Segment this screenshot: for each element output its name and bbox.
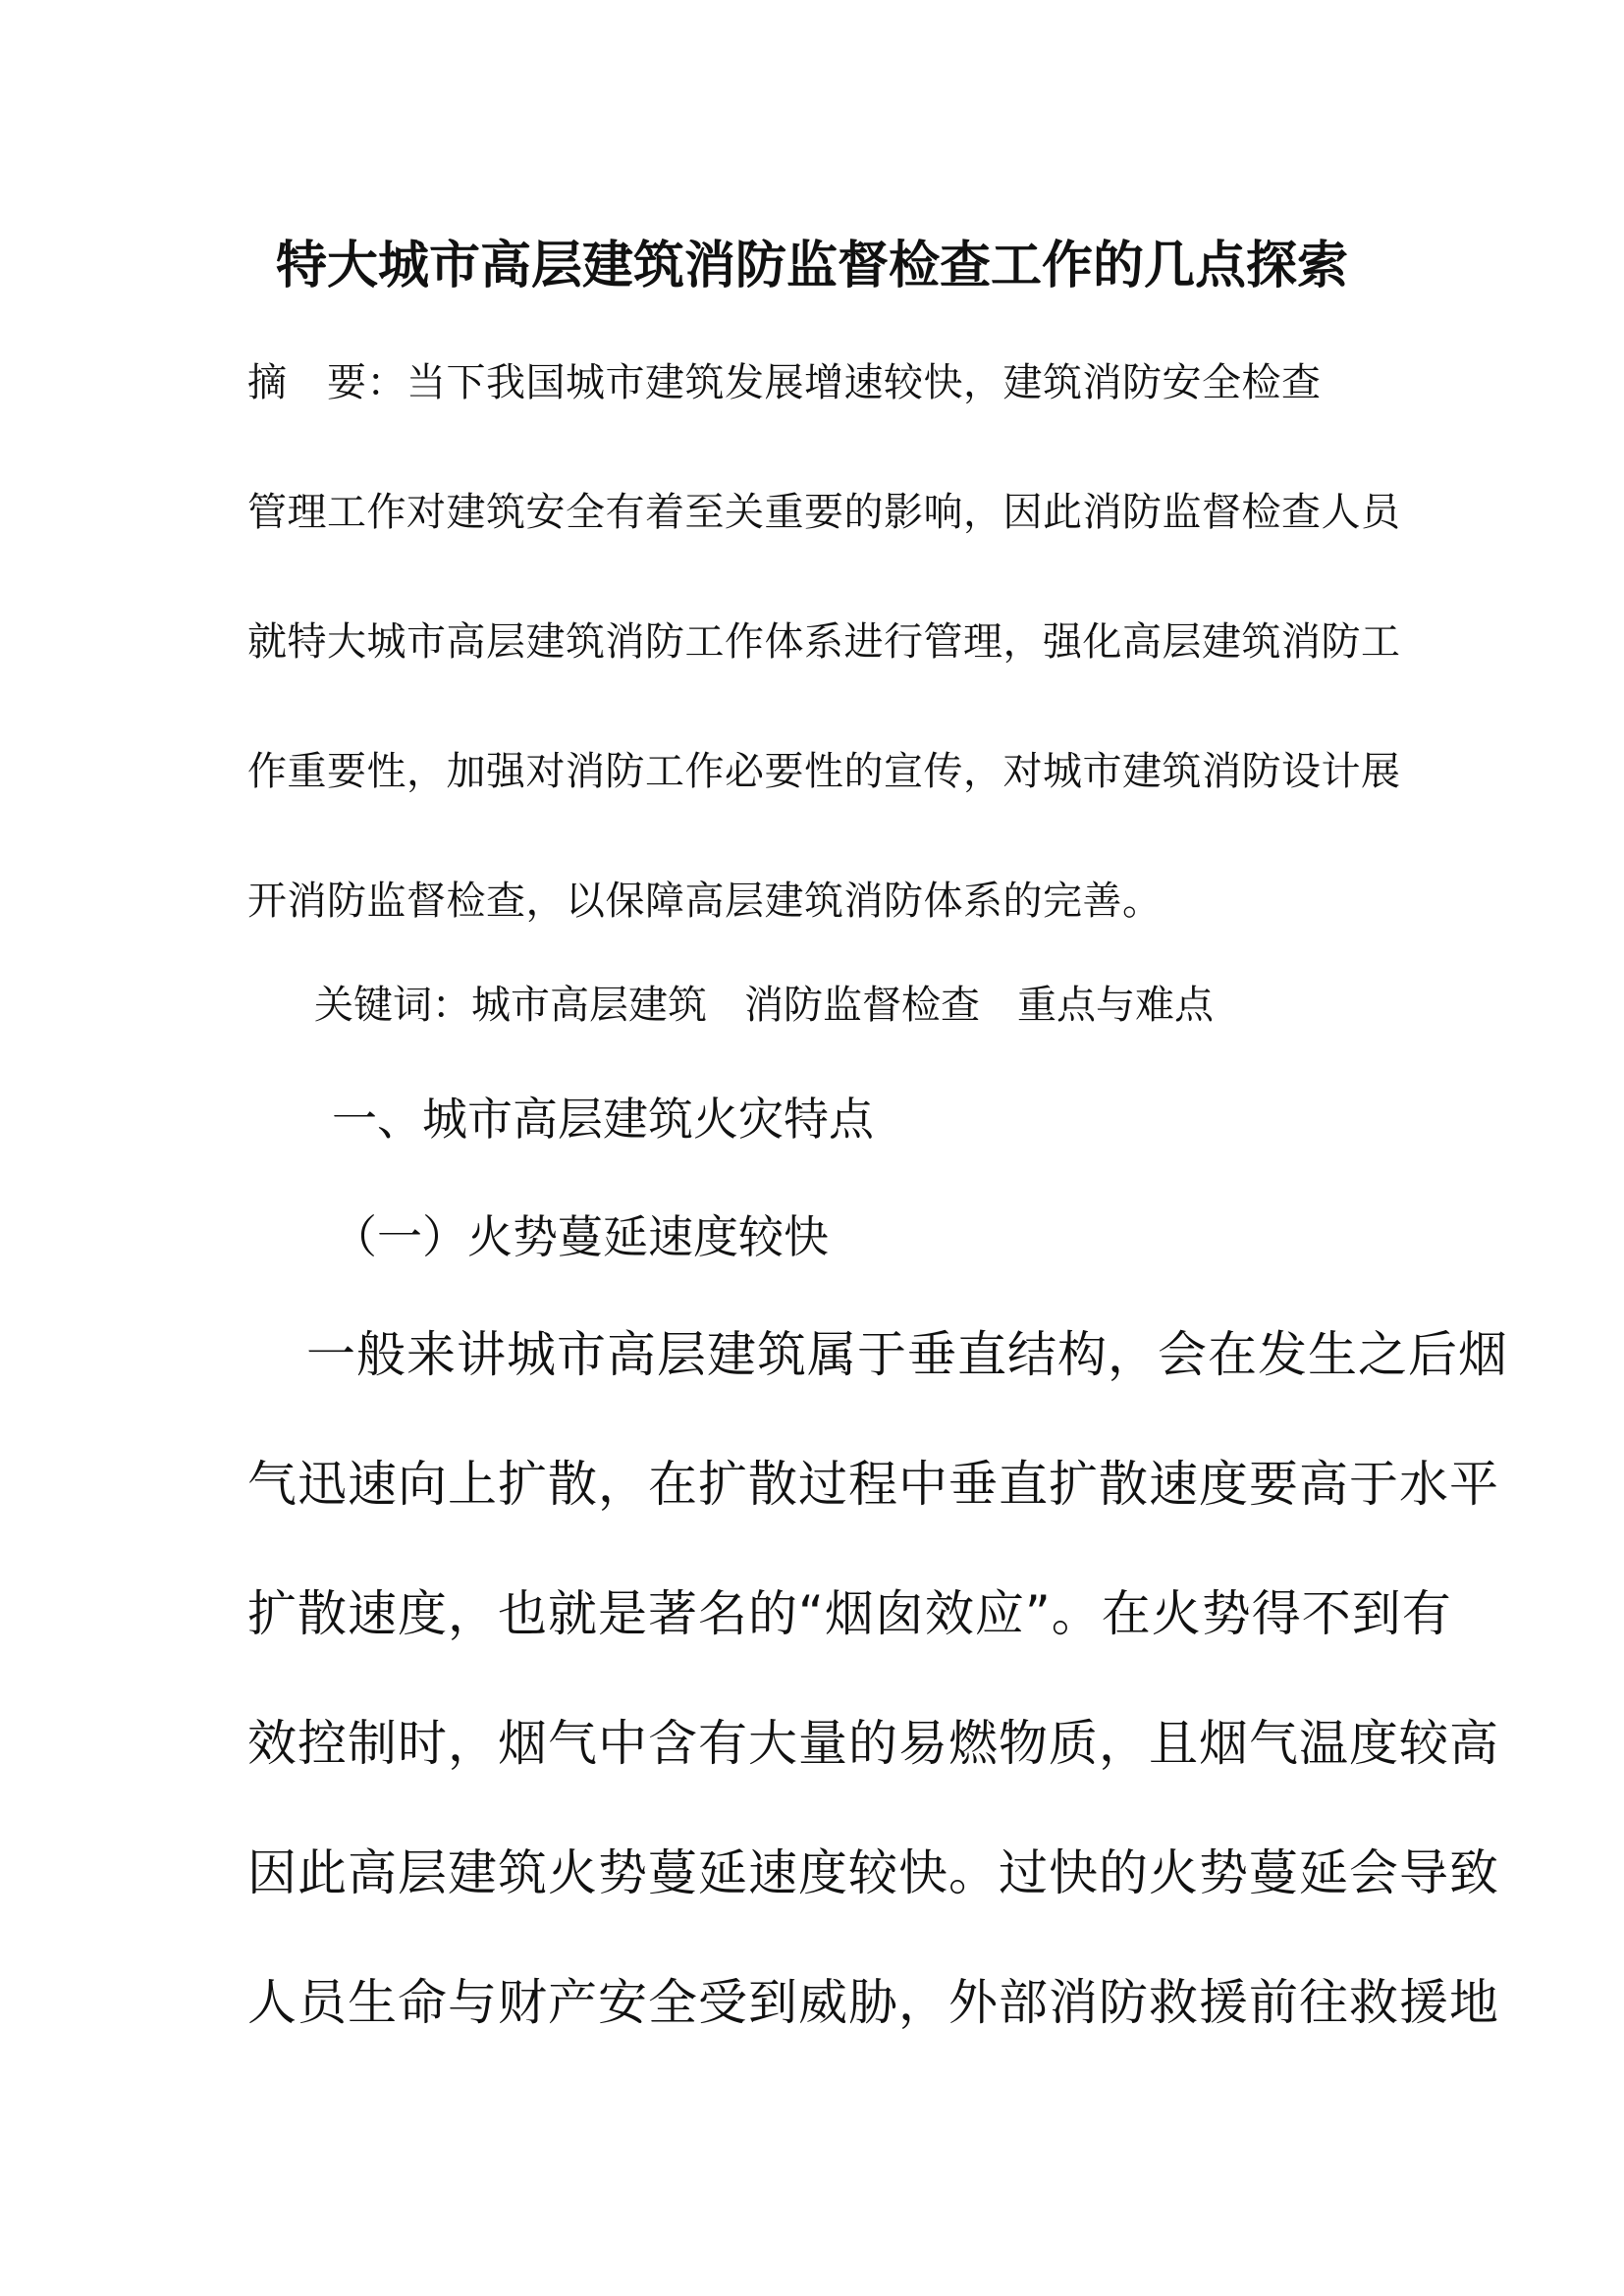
keyword-item: 城市高层建筑 — [471, 983, 707, 1028]
abstract-line: 作重要性，加强对消防工作必要性的宣传，对城市建筑消防设计展 — [247, 749, 1401, 794]
body-line: 人员生命与财产安全受到威胁，外部消防救援前往救援地 — [247, 1974, 1499, 2031]
abstract-line: 管理工作对建筑安全有着至关重要的影响，因此消防监督检查人员 — [247, 490, 1401, 535]
body-line: 效控制时，烟气中含有大量的易燃物质，且烟气温度较高 — [247, 1715, 1499, 1772]
document-title: 特大城市高层建筑消防监督检查工作的几点探索 — [275, 237, 1348, 295]
subsection-heading: （一）火势蔓延速度较快 — [332, 1210, 829, 1263]
body-line: 气迅速向上扩散，在扩散过程中垂直扩散速度要高于水平 — [247, 1456, 1499, 1513]
keyword-item: 消防监督检查 — [744, 983, 980, 1028]
body-line: 扩散速度，也就是著名的“烟囱效应”。在火势得不到有 — [247, 1585, 1452, 1642]
abstract-line: 就特大城市高层建筑消防工作体系进行管理，强化高层建筑消防工 — [247, 619, 1401, 665]
keywords-label: 关键词： — [314, 983, 471, 1028]
keyword-item: 重点与难点 — [1017, 983, 1214, 1028]
abstract-line: 开消防监督检查，以保障高层建筑消防体系的完善。 — [247, 879, 1163, 924]
keywords — [314, 974, 1251, 1030]
abstract-line: 摘 要：当下我国城市建筑发展增速较快，建筑消防安全检查 — [247, 360, 1322, 405]
body-line: 一般来讲城市高层建筑属于垂直结构，会在发生之后烟 — [306, 1326, 1508, 1383]
section-heading: 一、城市高层建筑火灾特点 — [332, 1093, 874, 1146]
body-line: 因此高层建筑火势蔓延速度较快。过快的火势蔓延会导致 — [247, 1844, 1499, 1901]
